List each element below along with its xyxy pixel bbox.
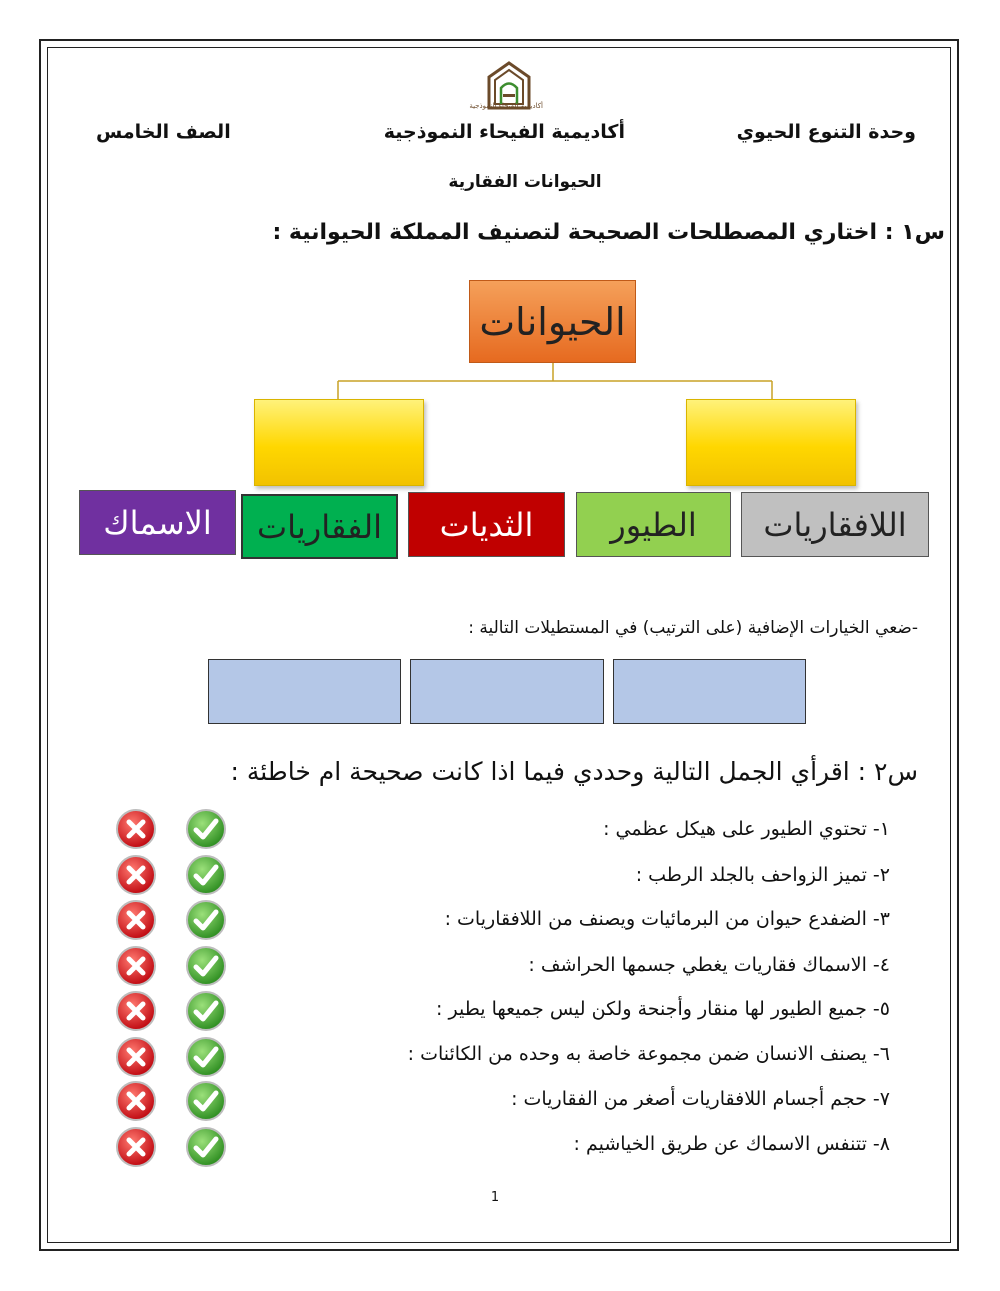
check-icon[interactable] bbox=[185, 990, 227, 1032]
statement-1: ١- تحتوي الطيور على هيكل عظمي : bbox=[603, 818, 890, 840]
grade-label: الصف الخامس bbox=[96, 121, 231, 143]
statement-3: ٣- الضفدع حيوان من البرمائيات ويصنف من اللافقاريات : bbox=[444, 908, 890, 930]
cross-icon[interactable] bbox=[115, 854, 157, 896]
root-animals-box: الحيوانات bbox=[469, 280, 636, 363]
answer-slot-right[interactable] bbox=[686, 399, 856, 486]
cross-icon[interactable] bbox=[115, 1036, 157, 1078]
extra-answer-box-2[interactable] bbox=[410, 659, 604, 724]
choice-fish[interactable]: الاسماك bbox=[79, 490, 236, 555]
statement-8: ٨- تتنفس الاسماك عن طريق الخياشيم : bbox=[573, 1133, 890, 1155]
extra-answer-box-1[interactable] bbox=[613, 659, 806, 724]
page-number: 1 bbox=[490, 1190, 500, 1205]
unit-title: وحدة التنوع الحيوي bbox=[736, 121, 916, 143]
cross-icon[interactable] bbox=[115, 1080, 157, 1122]
cross-icon[interactable] bbox=[115, 808, 157, 850]
choice-vertebrates[interactable]: الفقاريات bbox=[241, 494, 398, 559]
school-name: أكاديمية الفيحاء النموذجية bbox=[383, 121, 625, 143]
check-icon[interactable] bbox=[185, 945, 227, 987]
question-2-title: س٢ : اقرأي الجمل التالية وحددي فيما اذا كانت صحيحة ام خاطئة : bbox=[230, 757, 918, 786]
answer-slot-left[interactable] bbox=[254, 399, 424, 486]
statement-4: ٤- الاسماك فقاريات يغطي جسمها الحراشف : bbox=[528, 954, 890, 976]
extra-choices-instruction: -ضعي الخيارات الإضافية (على الترتيب) في المستطيلات التالية : bbox=[468, 618, 918, 638]
check-icon[interactable] bbox=[185, 854, 227, 896]
cross-icon[interactable] bbox=[115, 1126, 157, 1168]
statement-7: ٧- حجم أجسام اللافقاريات أصغر من الفقاريات : bbox=[511, 1088, 890, 1110]
choice-mammals[interactable]: الثديات bbox=[408, 492, 565, 557]
statement-2: ٢- تميز الزواحف بالجلد الرطب : bbox=[635, 864, 890, 886]
check-icon[interactable] bbox=[185, 1036, 227, 1078]
choice-birds[interactable]: الطيور bbox=[576, 492, 731, 557]
check-icon[interactable] bbox=[185, 1126, 227, 1168]
question-1-title: س١ : اختاري المصطلحات الصحيحة لتصنيف المملكة الحيوانية : bbox=[272, 220, 945, 245]
extra-answer-box-3[interactable] bbox=[208, 659, 401, 724]
statement-5: ٥- جميع الطيور لها منقار وأجنحة ولكن ليس جميعها يطير : bbox=[436, 998, 890, 1020]
check-icon[interactable] bbox=[185, 899, 227, 941]
choice-invertebrates[interactable]: اللافقاريات bbox=[741, 492, 929, 557]
page-subtitle: الحيوانات الفقارية bbox=[448, 172, 602, 192]
cross-icon[interactable] bbox=[115, 945, 157, 987]
cross-icon[interactable] bbox=[115, 990, 157, 1032]
statement-6: ٦- يصنف الانسان ضمن مجموعة خاصة به وحده من الكائنات : bbox=[407, 1043, 890, 1065]
cross-icon[interactable] bbox=[115, 899, 157, 941]
check-icon[interactable] bbox=[185, 1080, 227, 1122]
check-icon[interactable] bbox=[185, 808, 227, 850]
logo-caption: أكاديمية الفيحاء النموذجية bbox=[469, 102, 543, 110]
